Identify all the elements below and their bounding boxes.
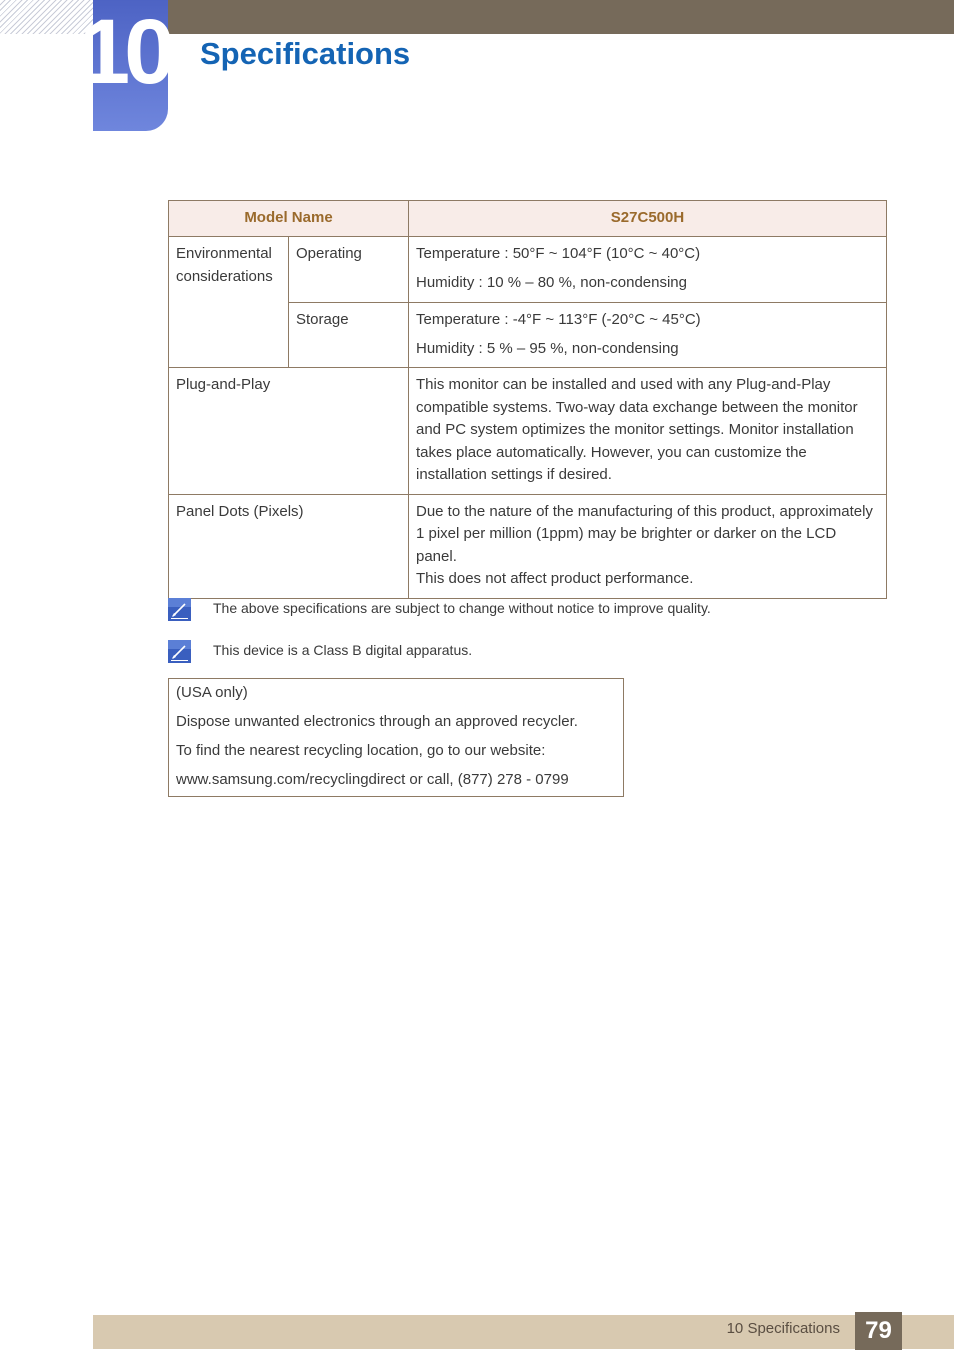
recycling-info-box bbox=[168, 678, 624, 797]
note-specifications-change bbox=[168, 598, 868, 624]
note-text: This device is a Class B digital apparatus. bbox=[213, 642, 473, 658]
plug-and-play-value: This monitor can be installed and used with any Plug-and-Play compatible systems. Two-way data exchange between the monitor and PC system optimizes the monitor settings. Monitor installation takes place automatically. However, you can customize the installation settings if desired. bbox=[409, 368, 887, 495]
operating-value bbox=[409, 237, 887, 303]
table-header-row bbox=[169, 201, 887, 237]
model-name-header: Model Name bbox=[169, 201, 409, 237]
page-number: 79 bbox=[855, 1312, 902, 1350]
operating-label: Operating bbox=[289, 237, 409, 303]
storage-temperature: Temperature : -4°F ~ 113°F (-20°C ~ 45°C) bbox=[416, 310, 701, 328]
chapter-number-block bbox=[79, 0, 170, 131]
table-row bbox=[169, 368, 887, 495]
storage-humidity: Humidity : 5 % – 95 %, non-condensing bbox=[416, 339, 679, 357]
chapter-number: 10 bbox=[79, 1, 170, 103]
footer-section-label: 10 Specifications bbox=[726, 1320, 840, 1337]
panel-dots-text-2: This does not affect product performance. bbox=[416, 570, 694, 587]
page-title: Specifications bbox=[200, 36, 411, 71]
header-bar bbox=[93, 0, 954, 34]
storage-value bbox=[409, 302, 887, 368]
panel-dots-value bbox=[409, 494, 887, 598]
note-pencil-icon bbox=[168, 598, 191, 621]
recycling-line: To find the nearest recycling location, go to our website: bbox=[176, 742, 546, 759]
recycling-url-line: www.samsung.com/recyclingdirect or call, (877) 278 - 0799 bbox=[176, 771, 569, 788]
recycling-line: Dispose unwanted electronics through an approved recycler. bbox=[176, 713, 578, 730]
storage-label: Storage bbox=[289, 302, 409, 368]
note-pencil-icon bbox=[168, 640, 191, 663]
table-row bbox=[169, 494, 887, 598]
model-value-header: S27C500H bbox=[409, 201, 887, 237]
note-class-b bbox=[168, 640, 868, 666]
panel-dots-label: Panel Dots (Pixels) bbox=[169, 494, 409, 598]
panel-dots-text: Due to the nature of the manufacturing of this product, approximately 1 pixel per million (1ppm) may be brighter or darker on the LCD panel. bbox=[416, 502, 873, 565]
note-text: The above specifications are subject to change without notice to improve quality. bbox=[213, 600, 711, 616]
spec-table bbox=[168, 200, 887, 599]
operating-temperature: Temperature : 50°F ~ 104°F (10°C ~ 40°C) bbox=[416, 245, 701, 262]
operating-humidity: Humidity : 10 % – 80 %, non-condensing bbox=[416, 274, 687, 291]
environmental-label: Environmental considerations bbox=[169, 237, 289, 368]
table-row bbox=[169, 237, 887, 303]
recycling-line: (USA only) bbox=[176, 684, 248, 701]
plug-and-play-label: Plug-and-Play bbox=[169, 368, 409, 495]
